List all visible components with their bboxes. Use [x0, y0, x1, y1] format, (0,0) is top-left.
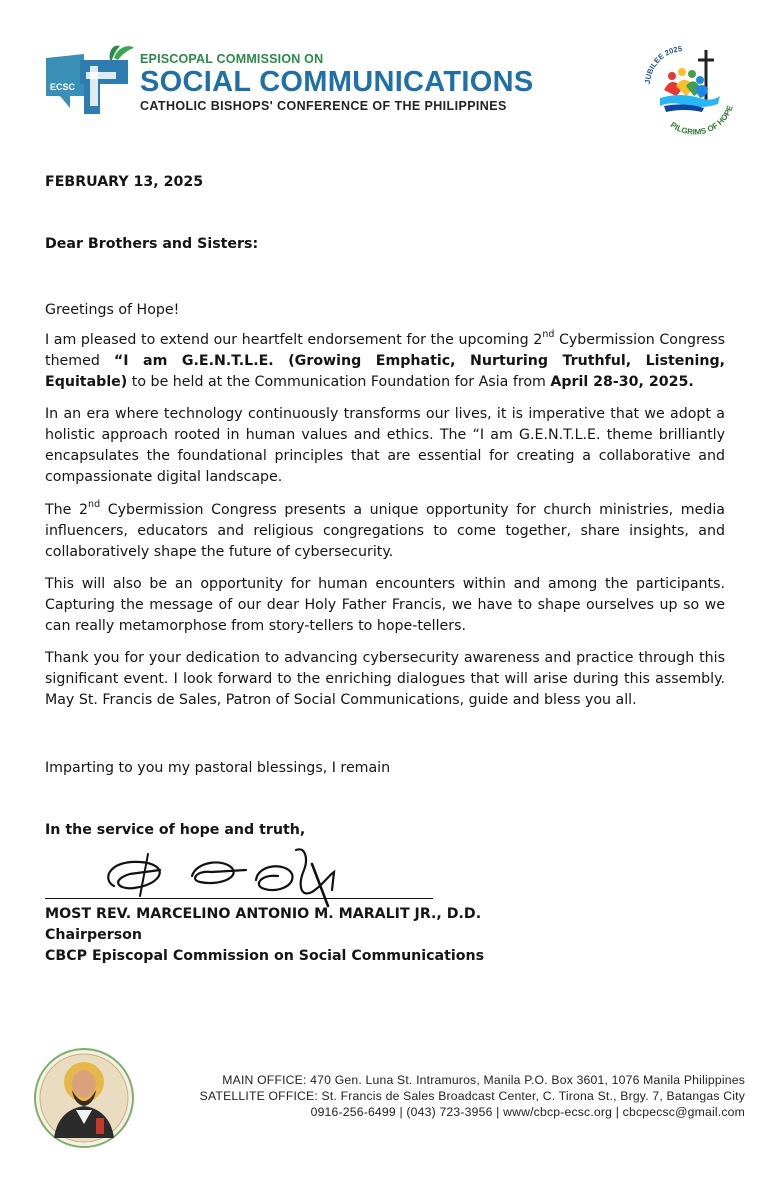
paragraph-thanks: Thank you for your dedication to advancing cybersecurity awareness and practice through this significant event. I look forward to the enriching dialogues that will arise during this assembly. May St. Francis de Sales, Patron of Social Communications, guide and bless you all. — [45, 650, 725, 708]
svg-text:ECSC: ECSC — [50, 82, 76, 92]
paragraph-encounters: This will also be an opportunity for human encounters within and among the participants. Capturing the message of our dear Holy Father Francis, we have to shape ourselves up so we can really metamorphose from story-tellers to hope-tellers. — [45, 576, 725, 634]
letter-date: FEBRUARY 13, 2025 — [45, 174, 204, 190]
signature-area — [45, 840, 445, 910]
p3-ordinal: nd — [88, 499, 101, 511]
office-addresses — [200, 1072, 745, 1120]
paragraph-technology: In an era where technology continuously transforms our lives, it is imperative that we adopt a holistic approach rooted in human values and ethics. The “I am G.E.N.T.L.E. theme brilliantly encapsulates the foundational principles that are essential for creating a collaborative and compassionate digital landscape. — [45, 406, 725, 485]
closing-line: In the service of hope and truth, — [45, 822, 306, 838]
p1-ordinal: nd — [542, 329, 555, 341]
svg-text:JUBILEE 2025: JUBILEE 2025 — [642, 44, 683, 85]
org-line-cbcp: CATHOLIC BISHOPS' CONFERENCE OF THE PHILIPPINES — [140, 99, 507, 113]
p1-theme: “I am G.E.N.T.L.E. (Growing Emphatic, Nurturing Truthful, Listening, Equitable) — [45, 353, 725, 390]
p1-text-a: I am pleased to extend our heartfelt endorsement for the upcoming 2 — [45, 332, 543, 348]
handwritten-signature — [100, 840, 400, 912]
signer-title: Chairperson — [45, 927, 143, 943]
p1-text-c: to be held at the Communication Foundation for Asia from — [127, 374, 551, 390]
main-office: MAIN OFFICE: 470 Gen. Luna St. Intramuros, Manila P.O. Box 3601, 1076 Manila Philippines — [222, 1073, 745, 1087]
p3-text-a: The 2 — [45, 502, 89, 518]
p3-text-b: Cybermission Congress presents a unique opportunity for church ministries, media influencers, educators and religious congregations to come together, share insights, and collaboratively shape the future of cybersecurity. — [45, 502, 725, 560]
jubilee-2025-logo — [640, 40, 740, 135]
satellite-office: SATELLITE OFFICE: St. Francis de Sales Broadcast Center, C. Tirona St., Brgy. 7, Batangas City — [199, 1089, 745, 1103]
contact-info: 0916-256-6499 | (043) 723-3956 | www/cbcp-ecsc.org | cbcpecsc@gmail.com — [310, 1105, 745, 1119]
paragraph-opportunity — [45, 500, 725, 563]
signer-office: CBCP Episcopal Commission on Social Communications — [45, 948, 485, 964]
ecsc-logo — [40, 44, 136, 120]
org-line-commission: EPISCOPAL COMMISSION ON — [140, 52, 324, 66]
imparting-blessings: Imparting to you my pastoral blessings, I remain — [45, 760, 391, 776]
signer-name: MOST REV. MARCELINO ANTONIO M. MARALIT JR., D.D. — [45, 906, 482, 922]
greeting: Greetings of Hope! — [45, 302, 180, 318]
letterhead — [0, 0, 770, 140]
svg-text:PILGRIMS OF HOPE: PILGRIMS OF HOPE — [668, 104, 735, 135]
st-francis-de-sales-portrait — [34, 1048, 134, 1148]
paragraph-endorsement — [45, 330, 725, 393]
org-line-social-communications: SOCIAL COMMUNICATIONS — [140, 66, 534, 98]
p1-dates: April 28-30, 2025. — [550, 374, 694, 390]
p1-text-b: Cybermission Congress themed — [45, 332, 725, 369]
salutation: Dear Brothers and Sisters: — [45, 236, 259, 252]
footer — [0, 1040, 770, 1178]
org-name-block — [140, 52, 534, 113]
signer-block — [45, 904, 484, 967]
